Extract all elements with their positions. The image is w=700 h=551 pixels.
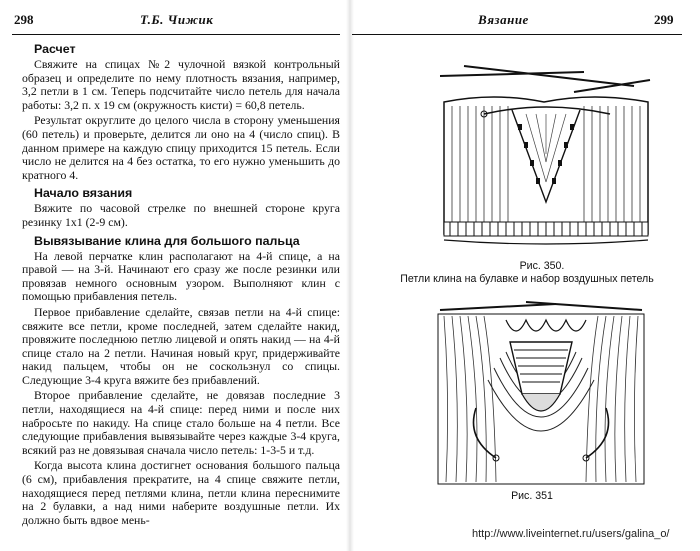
paragraph: Результат округлите до целого числа в сторону уменьшения (60 петель) и проверьте, делится ли оно на 4 (число спиц). В данном примере на каждую спицу приходится 15 петель. Если число не делится на 4 без остатка, то его нужно уменьшить до кратного 4.: [22, 113, 340, 182]
left-header-rule: [12, 34, 340, 35]
figure-351-knitting-illustration: [436, 298, 646, 486]
paragraph: Первое прибавление сделайте, связав петли на 4-й спице: свяжите все петли, кроме последней, затем сделайте накид, провяжите последнюю петлю лицевой и опять накид — на 4-й спице стало на 2 петли. Начиная новый круг, придерживайте накид пальцем, чтобы он не соскользнул со спицы. Следующие 3-4 круга вяжите без прибавлений.: [22, 304, 340, 387]
figure-350-caption-number: Рис. 350.: [519, 260, 565, 272]
right-page-number: 299: [654, 12, 674, 27]
right-header-rule: [352, 34, 682, 35]
left-page-number: 298: [14, 12, 34, 27]
paragraph: Свяжите на спицах №2 чулочной вязкой контрольный образец и определите по нему плотность вязания, например, 3,2 петли в 1 см. Теперь подсчитайте число петель для начала работы: 3,2 п. х 19 см (окружность кисти) = 60,8 петель.: [22, 57, 340, 112]
paragraph: Вяжите по часовой стрелке по внешней стороне круга резинку 1х1 (2-9 см).: [22, 201, 340, 229]
left-page: [0, 0, 348, 551]
left-running-head: Т.Б. Чижик: [140, 12, 214, 27]
paragraph: Когда высота клина достигнет основания большого пальца (6 см), прибавления прекратите, на 4 спице свяжите петли, находящиеся перед петлями клина, петли клина переснимите на 2 булавки, а над ними наберите воздушные петли. Их должно быть вдвое мень-: [22, 458, 340, 527]
figure-350-caption-text: Петли клина на булавке и набор воздушных петель: [400, 273, 654, 285]
paragraph: Второе прибавление сделайте, не довязав последние 3 петли, находящиеся на 4-й спице: перед ними и после них набросьте по накиду. На спице стало больше на 4 петли. Все следующие прибавления вывязывайте через каждые 3-4 круга, всякий раз не довязывая сначала число петель: 1-3-5 и т.д.: [22, 388, 340, 457]
figure-351-caption-number: Рис. 351: [511, 490, 553, 502]
paragraph: На левой перчатке клин располагают на 4-й спице, а на правой — на 3-й. Начинают его сразу же после резинки или провязав немного основным узором. Выполняют клин с помощью прибавления петель.: [22, 248, 340, 304]
right-running-head: Вязание: [478, 12, 529, 27]
right-page: [352, 0, 700, 551]
section-heading-thumb-gusset: Вывязывание клина для большого пальца: [34, 233, 300, 248]
section-heading-calc: Расчет: [34, 42, 76, 56]
section-heading-start: Начало вязания: [34, 186, 133, 201]
figure-350-knitting-illustration: [434, 62, 656, 258]
watermark-url[interactable]: http://www.liveinternet.ru/users/galina_o/: [472, 528, 670, 540]
left-text-column: [22, 42, 340, 527]
